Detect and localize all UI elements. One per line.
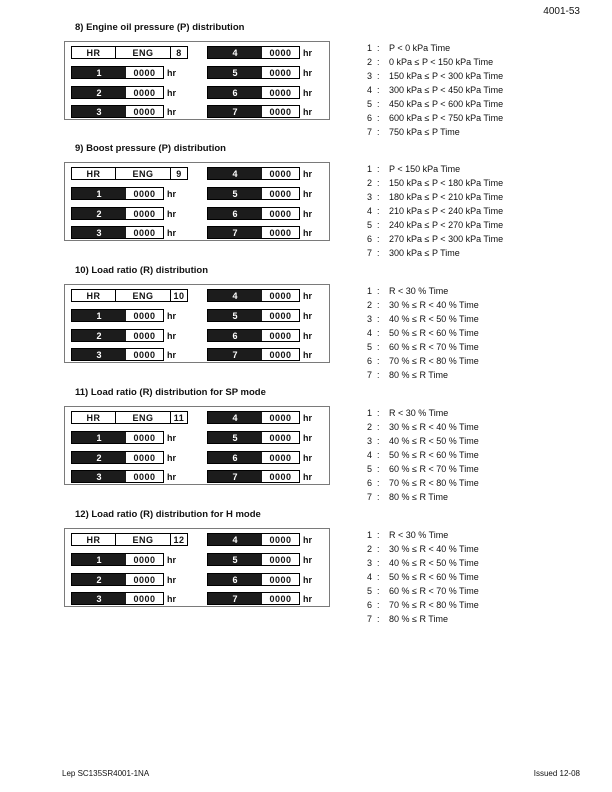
bin-1 — [71, 187, 164, 200]
bin-4 — [207, 411, 300, 424]
bin-value: 0000 — [262, 452, 299, 463]
range-item: 6 : 70 % ≤ R < 80 % Time — [367, 356, 479, 366]
distribution-section-9 — [62, 143, 582, 263]
bin-2 — [71, 329, 164, 342]
bin-index: 3 — [72, 349, 126, 360]
bin-value: 0000 — [262, 310, 299, 321]
bin-value: 0000 — [262, 349, 299, 360]
bin-value: 0000 — [262, 67, 299, 78]
bin-unit: hr — [167, 555, 176, 565]
bin-value: 0000 — [262, 290, 299, 301]
bin-value: 0000 — [126, 87, 163, 98]
bin-6 — [207, 329, 300, 342]
bin-value: 0000 — [126, 310, 163, 321]
range-item: 5 : 450 kPa ≤ P < 600 kPa Time — [367, 99, 504, 109]
bin-value: 0000 — [126, 432, 163, 443]
bin-7 — [207, 226, 300, 239]
bin-index: 1 — [72, 432, 126, 443]
range-list — [367, 162, 587, 260]
bin-value: 0000 — [262, 593, 299, 604]
range-item: 1 : P < 0 kPa Time — [367, 43, 451, 53]
display-panel — [64, 41, 330, 120]
bin-value: 0000 — [262, 534, 299, 545]
bin-value: 0000 — [262, 87, 299, 98]
bin-unit: hr — [167, 189, 176, 199]
bin-unit: hr — [303, 291, 312, 301]
bin-index: 3 — [72, 227, 126, 238]
panel-header — [71, 46, 188, 59]
range-list — [367, 41, 587, 139]
bin-unit: hr — [303, 350, 312, 360]
bin-unit: hr — [303, 169, 312, 179]
hr-label: HR — [72, 534, 116, 545]
bin-value: 0000 — [262, 432, 299, 443]
bin-unit: hr — [167, 594, 176, 604]
display-panel — [64, 528, 330, 607]
range-item: 7 : 80 % ≤ R Time — [367, 614, 448, 624]
bin-index: 6 — [208, 87, 262, 98]
bin-unit: hr — [303, 68, 312, 78]
bin-unit: hr — [303, 189, 312, 199]
bin-value: 0000 — [126, 452, 163, 463]
bin-7 — [207, 470, 300, 483]
bin-unit: hr — [167, 575, 176, 585]
bin-index: 7 — [208, 593, 262, 604]
bin-value: 0000 — [262, 188, 299, 199]
section-title: 9) Boost pressure (P) distribution — [75, 143, 226, 154]
display-panel — [64, 162, 330, 241]
range-item: 5 : 60 % ≤ R < 70 % Time — [367, 586, 479, 596]
bin-index: 6 — [208, 330, 262, 341]
bin-value: 0000 — [126, 208, 163, 219]
bin-unit: hr — [303, 88, 312, 98]
range-item: 6 : 70 % ≤ R < 80 % Time — [367, 600, 479, 610]
footer-document-id: Lep SC135SR4001-1NA — [62, 769, 150, 778]
panel-header — [71, 167, 188, 180]
range-item: 1 : P < 150 kPa Time — [367, 164, 461, 174]
range-item: 3 : 180 kPa ≤ P < 210 kPa Time — [367, 192, 504, 202]
bin-index: 2 — [72, 87, 126, 98]
bin-4 — [207, 533, 300, 546]
page-number: 4001-53 — [543, 6, 580, 17]
bin-index: 6 — [208, 452, 262, 463]
bin-index: 1 — [72, 310, 126, 321]
bin-7 — [207, 348, 300, 361]
bin-2 — [71, 451, 164, 464]
eng-label: ENG — [116, 534, 171, 545]
bin-index: 4 — [208, 47, 262, 58]
bin-value: 0000 — [262, 106, 299, 117]
bin-index: 4 — [208, 168, 262, 179]
range-item: 3 : 40 % ≤ R < 50 % Time — [367, 436, 479, 446]
bin-unit: hr — [167, 331, 176, 341]
eng-label: ENG — [116, 47, 171, 58]
bin-index: 1 — [72, 67, 126, 78]
bin-value: 0000 — [262, 168, 299, 179]
bin-value: 0000 — [262, 554, 299, 565]
bin-6 — [207, 573, 300, 586]
eng-number: 10 — [173, 290, 185, 301]
range-item: 2 : 30 % ≤ R < 40 % Time — [367, 544, 479, 554]
bin-1 — [71, 431, 164, 444]
bin-index: 1 — [72, 554, 126, 565]
section-title: 12) Load ratio (R) distribution for H mode — [75, 509, 261, 520]
bin-unit: hr — [167, 433, 176, 443]
bin-index: 7 — [208, 227, 262, 238]
range-list — [367, 406, 587, 504]
bin-index: 7 — [208, 106, 262, 117]
bin-value: 0000 — [126, 67, 163, 78]
bin-2 — [71, 573, 164, 586]
range-item: 6 : 70 % ≤ R < 80 % Time — [367, 478, 479, 488]
range-item: 1 : R < 30 % Time — [367, 286, 449, 296]
bin-unit: hr — [303, 228, 312, 238]
bin-index: 5 — [208, 188, 262, 199]
bin-value: 0000 — [126, 227, 163, 238]
distribution-section-8 — [62, 22, 582, 142]
bin-value: 0000 — [126, 188, 163, 199]
bin-unit: hr — [167, 453, 176, 463]
bin-value: 0000 — [262, 208, 299, 219]
bin-index: 5 — [208, 554, 262, 565]
footer-issue: Issued 12-08 — [533, 769, 580, 778]
bin-index: 2 — [72, 208, 126, 219]
bin-5 — [207, 553, 300, 566]
bin-5 — [207, 66, 300, 79]
panel-header — [71, 289, 188, 302]
bin-1 — [71, 553, 164, 566]
eng-label: ENG — [116, 412, 171, 423]
range-item: 4 : 300 kPa ≤ P < 450 kPa Time — [367, 85, 504, 95]
bin-unit: hr — [303, 48, 312, 58]
range-item: 6 : 270 kPa ≤ P < 300 kPa Time — [367, 234, 504, 244]
bin-3 — [71, 105, 164, 118]
eng-number: 8 — [176, 47, 182, 58]
bin-unit: hr — [167, 472, 176, 482]
hr-label: HR — [72, 412, 116, 423]
bin-index: 6 — [208, 208, 262, 219]
range-item: 5 : 60 % ≤ R < 70 % Time — [367, 342, 479, 352]
bin-5 — [207, 431, 300, 444]
display-panel — [64, 406, 330, 485]
range-item: 1 : R < 30 % Time — [367, 408, 449, 418]
panel-header — [71, 411, 188, 424]
bin-value: 0000 — [262, 330, 299, 341]
bin-value: 0000 — [126, 574, 163, 585]
bin-unit: hr — [167, 68, 176, 78]
bin-6 — [207, 86, 300, 99]
bin-unit: hr — [303, 107, 312, 117]
range-item: 7 : 750 kPa ≤ P Time — [367, 127, 460, 137]
bin-index: 4 — [208, 290, 262, 301]
bin-index: 5 — [208, 67, 262, 78]
bin-index: 5 — [208, 432, 262, 443]
bin-unit: hr — [303, 555, 312, 565]
display-panel — [64, 284, 330, 363]
range-item: 6 : 600 kPa ≤ P < 750 kPa Time — [367, 113, 504, 123]
range-item: 2 : 30 % ≤ R < 40 % Time — [367, 300, 479, 310]
bin-unit: hr — [303, 433, 312, 443]
bin-3 — [71, 592, 164, 605]
bin-unit: hr — [167, 107, 176, 117]
range-item: 5 : 240 kPa ≤ P < 270 kPa Time — [367, 220, 504, 230]
eng-number: 12 — [173, 534, 185, 545]
bin-unit: hr — [303, 453, 312, 463]
distribution-section-11 — [62, 387, 582, 507]
section-title: 8) Engine oil pressure (P) distribution — [75, 22, 245, 33]
bin-value: 0000 — [262, 574, 299, 585]
bin-unit: hr — [303, 535, 312, 545]
bin-index: 2 — [72, 330, 126, 341]
range-item: 3 : 40 % ≤ R < 50 % Time — [367, 558, 479, 568]
range-item: 2 : 30 % ≤ R < 40 % Time — [367, 422, 479, 432]
range-item: 7 : 80 % ≤ R Time — [367, 492, 448, 502]
bin-4 — [207, 167, 300, 180]
range-item: 5 : 60 % ≤ R < 70 % Time — [367, 464, 479, 474]
section-title: 10) Load ratio (R) distribution — [75, 265, 208, 276]
bin-index: 2 — [72, 574, 126, 585]
bin-unit: hr — [303, 311, 312, 321]
distribution-section-12 — [62, 509, 582, 629]
panel-header — [71, 533, 188, 546]
bin-7 — [207, 105, 300, 118]
range-item: 3 : 150 kPa ≤ P < 300 kPa Time — [367, 71, 504, 81]
bin-6 — [207, 207, 300, 220]
bin-7 — [207, 592, 300, 605]
bin-6 — [207, 451, 300, 464]
distribution-section-10 — [62, 265, 582, 385]
bin-1 — [71, 309, 164, 322]
eng-number: 11 — [173, 412, 185, 423]
bin-unit: hr — [167, 350, 176, 360]
bin-5 — [207, 187, 300, 200]
bin-index: 7 — [208, 349, 262, 360]
bin-value: 0000 — [262, 412, 299, 423]
bin-index: 3 — [72, 106, 126, 117]
eng-number: 9 — [176, 168, 182, 179]
bin-index: 4 — [208, 412, 262, 423]
bin-value: 0000 — [126, 330, 163, 341]
bin-2 — [71, 86, 164, 99]
bin-unit: hr — [167, 311, 176, 321]
bin-unit: hr — [303, 413, 312, 423]
bin-unit: hr — [167, 228, 176, 238]
range-item: 3 : 40 % ≤ R < 50 % Time — [367, 314, 479, 324]
range-item: 2 : 150 kPa ≤ P < 180 kPa Time — [367, 178, 504, 188]
section-title: 11) Load ratio (R) distribution for SP mode — [75, 387, 266, 398]
bin-index: 3 — [72, 471, 126, 482]
hr-label: HR — [72, 47, 116, 58]
bin-index: 5 — [208, 310, 262, 321]
range-item: 4 : 50 % ≤ R < 60 % Time — [367, 450, 479, 460]
bin-index: 7 — [208, 471, 262, 482]
bin-3 — [71, 348, 164, 361]
bin-value: 0000 — [262, 47, 299, 58]
eng-label: ENG — [116, 168, 171, 179]
bin-value: 0000 — [262, 471, 299, 482]
bin-unit: hr — [303, 472, 312, 482]
bin-index: 6 — [208, 574, 262, 585]
range-item: 7 : 300 kPa ≤ P Time — [367, 248, 460, 258]
bin-unit: hr — [167, 88, 176, 98]
range-item: 7 : 80 % ≤ R Time — [367, 370, 448, 380]
bin-value: 0000 — [262, 227, 299, 238]
bin-value: 0000 — [126, 593, 163, 604]
bin-index: 2 — [72, 452, 126, 463]
bin-5 — [207, 309, 300, 322]
bin-value: 0000 — [126, 554, 163, 565]
range-item: 1 : R < 30 % Time — [367, 530, 449, 540]
bin-3 — [71, 470, 164, 483]
bin-value: 0000 — [126, 106, 163, 117]
range-list — [367, 528, 587, 626]
bin-value: 0000 — [126, 349, 163, 360]
bin-4 — [207, 46, 300, 59]
bin-index: 4 — [208, 534, 262, 545]
bin-1 — [71, 66, 164, 79]
range-item: 4 : 210 kPa ≤ P < 240 kPa Time — [367, 206, 504, 216]
bin-unit: hr — [303, 594, 312, 604]
bin-unit: hr — [167, 209, 176, 219]
bin-index: 1 — [72, 188, 126, 199]
range-item: 2 : 0 kPa ≤ P < 150 kPa Time — [367, 57, 494, 67]
bin-value: 0000 — [126, 471, 163, 482]
bin-2 — [71, 207, 164, 220]
bin-unit: hr — [303, 575, 312, 585]
range-list — [367, 284, 587, 382]
bin-4 — [207, 289, 300, 302]
hr-label: HR — [72, 168, 116, 179]
hr-label: HR — [72, 290, 116, 301]
bin-unit: hr — [303, 331, 312, 341]
range-item: 4 : 50 % ≤ R < 60 % Time — [367, 572, 479, 582]
eng-label: ENG — [116, 290, 171, 301]
bin-3 — [71, 226, 164, 239]
bin-unit: hr — [303, 209, 312, 219]
range-item: 4 : 50 % ≤ R < 60 % Time — [367, 328, 479, 338]
bin-index: 3 — [72, 593, 126, 604]
